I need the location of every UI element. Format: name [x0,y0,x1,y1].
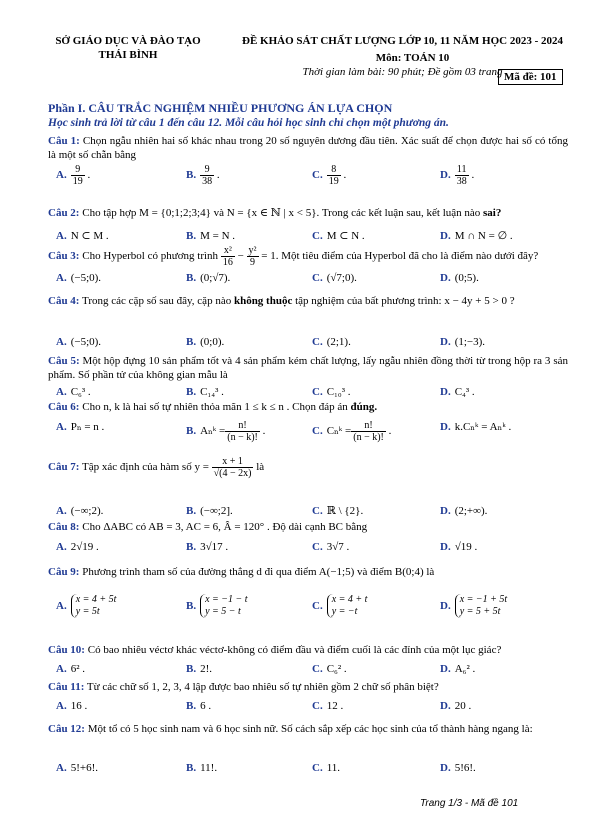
option-letter: A. [56,541,67,553]
option-11-a[interactable] [56,699,87,713]
option-letter: C. [312,762,323,774]
option-7-d[interactable] [440,504,487,518]
option-1-c[interactable]: C. $\frac{8}{19}$ . [312,164,347,187]
option-8-a[interactable] [56,540,99,554]
option-letter: D. [440,336,451,348]
option-1-a[interactable]: A. $\frac{9}{19}$ . [56,164,91,187]
option-11-d[interactable] [440,699,471,713]
option-letter: D. [440,169,451,182]
option-letter: A. [56,762,67,774]
option-frac-den: (n − k)! [353,432,384,443]
page-footer: Trang 1/3 - Mã đề 101 [420,798,519,809]
option-frac-den: (n − k)! [227,432,258,443]
option-letter: C. [312,541,323,553]
option-8-d[interactable] [440,540,477,554]
question-text: Chọn ngẫu nhiên hai số khác nhau trong 20 số nguyên dương đầu tiên. Xác suất để chọn được hai số có tổng là một số chẵn bằng [48,135,568,161]
option-10-a[interactable] [56,662,85,676]
question-number: Câu 11: [48,681,85,693]
option-letter: C. [312,169,323,182]
function-frac-den: √(4 − 2x) [213,468,252,479]
option-11-b[interactable] [186,699,211,713]
question-bold: đúng. [350,401,378,413]
question-text: Trong các cặp số sau đây, cặp nào [79,295,234,307]
hyperbol-frac-x-num: x² [221,245,235,257]
question-11 [48,680,568,694]
question-number: Câu 2: [48,207,80,219]
option-frac-num: n! [351,420,386,432]
question-text: Cho Hyperbol có phương trình [79,250,219,263]
hyperbol-frac-y [247,245,259,268]
question-number: Câu 8: [48,521,80,533]
option-letter: C. [312,599,323,612]
option-letter: A. [56,230,67,242]
option-letter: C. [312,425,323,438]
option-5-b[interactable] [186,385,224,399]
option-letter: A. [56,599,67,612]
part-title: Phần I. CÂU TRẮC NGHIỆM NHIỀU PHƯƠNG ÁN LỰA CHỌN [48,101,393,115]
option-letter: A. [56,386,67,398]
option-frac-den: 19 [328,176,339,187]
option-text: 5!+6!. [70,762,98,774]
option-system-eq2: y = 5t [75,606,100,617]
option-frac [71,164,85,187]
option-letter: B. [186,541,197,553]
option-system [455,594,507,618]
equals-one: = 1 [258,250,276,263]
option-letter: A. [56,421,67,433]
option-text: 16 . [70,700,88,712]
option-system-eq1: x = −1 − t [205,594,248,605]
question-number: Câu 10: [48,644,85,656]
option-8-b[interactable] [186,540,228,554]
option-2-b[interactable] [186,229,235,243]
option-text: (−5;0). [70,336,102,348]
option-3-c[interactable] [312,271,357,285]
question-bold: sai? [483,207,502,219]
question-text-2: . Một tiêu điểm của Hyperbol đã cho là điểm nào dưới đây? [275,250,539,263]
option-text: C₁₀³ . [326,386,351,398]
option-letter: D. [440,599,451,612]
option-text: C₁₄³ . [200,386,224,398]
option-letter: D. [440,230,451,242]
option-2-c[interactable] [312,229,365,243]
option-letter: C. [312,230,323,242]
option-letter: A. [56,169,67,182]
option-frac-num: 11 [455,164,469,176]
option-frac-den: 38 [202,176,213,187]
option-text: (0;5). [454,272,479,284]
option-7-a[interactable] [56,504,103,518]
option-text: (−∞;2). [70,505,104,517]
option-6-b[interactable]: B. Aₙᵏ = $\frac{n!}{(n - k)!}$ . [186,420,266,443]
option-letter: B. [186,505,197,517]
option-letter: D. [440,421,451,433]
option-letter: A. [56,700,67,712]
option-letter: C. [312,505,323,517]
option-system-eq2: y = 5 + 5t [459,606,501,617]
question-number: Câu 9: [48,566,80,578]
question-1 [48,134,568,162]
option-system-eq2: y = 5 − t [205,606,241,617]
option-2-a[interactable] [56,229,109,243]
option-10-b[interactable] [186,662,212,676]
option-frac [327,164,341,187]
option-letter: A. [56,505,67,517]
hyperbol-frac-x-den: 16 [222,257,233,268]
option-7-c[interactable] [312,504,363,518]
option-4-a[interactable] [56,335,101,349]
question-number: Câu 4: [48,295,80,307]
option-text: 12 . [326,700,344,712]
question-number: Câu 6: [48,401,80,413]
option-text: 11!. [200,762,218,774]
question-text: Cho n, k là hai số tự nhiên thỏa mãn 1 ≤ k ≤ n . Chọn đáp án [79,401,351,413]
option-text: Cₙᵏ = [326,425,352,438]
option-9-c[interactable] [312,594,367,618]
function-frac-num: x + 1 [212,456,254,468]
function-frac [212,456,254,479]
option-12-d[interactable] [440,761,476,775]
question-8 [48,520,568,534]
question-text: Có bao nhiêu véctơ khác véctơ-không có điểm đầu và điểm cuối là các đỉnh của một lục giác? [84,644,502,656]
option-frac-den: 19 [72,176,83,187]
header-department [28,34,228,62]
option-letter: C. [312,663,323,675]
option-5-d[interactable] [440,385,475,399]
department-line1: SỞ GIÁO DỤC VÀ ĐÀO TẠO [55,35,201,47]
option-6-d[interactable] [440,420,511,434]
option-text: 2!. [200,663,213,675]
option-text: √19 . [454,541,478,553]
option-letter: B. [186,762,197,774]
option-text: A₆² . [454,663,476,675]
option-text: (1;−3). [454,336,486,348]
option-1-b[interactable]: B. $\frac{9}{38}$ . [186,164,220,187]
option-frac [351,420,386,443]
option-6-a[interactable] [56,420,104,434]
option-4-c[interactable] [312,335,351,349]
option-text: M ⊂ N . [326,230,365,242]
option-letter: D. [440,700,451,712]
option-letter: A. [56,272,67,284]
option-text: (−∞;2]. [200,505,233,517]
question-text-2: là [253,461,265,474]
option-5-c[interactable] [312,385,351,399]
option-text: C₄³ . [454,386,475,398]
option-letter: B. [186,336,197,348]
option-4-b[interactable] [186,335,224,349]
part-intro: Học sinh trả lời từ câu 1 đến câu 12. Mỗi câu hỏi học sinh chỉ chọn một phương án. [48,117,449,129]
option-10-d[interactable] [440,662,475,676]
option-text: (0;0). [200,336,225,348]
option-text: 11. [326,762,341,774]
question-text: Cho ΔABC có AB = 3, AC = 6, Â = 120° . Độ dài cạnh BC bằng [79,521,368,533]
option-9-b[interactable] [186,594,248,618]
option-text: (0;√7). [200,272,231,284]
option-9-a[interactable] [56,594,116,618]
option-letter: B. [186,663,197,675]
question-10 [48,643,568,657]
option-letter: D. [440,272,451,284]
hyperbol-frac-y-num: y² [248,245,257,256]
hyperbol-frac-y-den: 9 [250,257,256,268]
option-text: (2;1). [326,336,351,348]
option-text: Pₙ = n . [70,421,105,433]
question-7 [48,456,568,479]
option-letter: C. [312,700,323,712]
exam-title: ĐỀ KHẢO SÁT CHẤT LƯỢNG LỚP 10, 11 NĂM HỌC 2023 - 2024 [242,35,563,47]
option-frac [225,420,260,443]
option-system [327,594,368,618]
option-system-eq2: y = −t [331,606,358,617]
option-12-a[interactable] [56,761,98,775]
option-4-d[interactable] [440,335,485,349]
option-frac-den: 38 [456,176,467,187]
option-letter: D. [440,386,451,398]
option-letter: D. [440,762,451,774]
question-9 [48,565,568,579]
option-system [71,594,117,618]
option-text: C₆² . [326,663,347,675]
option-text: (2;+∞). [454,505,488,517]
question-number: Câu 5: [48,355,80,367]
function-y: y = [191,461,212,474]
option-8-c[interactable] [312,540,349,554]
option-text: 3√7 . [326,541,350,553]
option-7-b[interactable] [186,504,233,518]
option-text: Aₙᵏ = [200,425,226,438]
option-6-c[interactable]: C. Cₙᵏ = $\frac{n!}{(n - k)!}$ . [312,420,392,443]
option-text: ℝ \ {2}. [326,505,364,517]
question-2 [48,206,568,220]
exam-time: Thời gian làm bài: 90 phút; Đề gồm 03 trang [302,66,503,78]
option-text: 5!6!. [454,762,476,774]
question-text: Tập xác định của hàm số [79,461,192,474]
question-6 [48,400,568,414]
option-frac-num: 9 [200,164,214,176]
question-text: Một tổ có 5 học sinh nam và 6 học sinh nữ. Số cách sắp xếp các học sinh của tổ thành hàng ngang là: [84,723,533,735]
option-frac [200,164,214,187]
option-text: 6 . [200,700,212,712]
question-bold: không thuộc [233,295,293,307]
question-text: Cho tập hợp M = {0;1;2;3;4} và N = {x ∈ ℕ | x < 5}. Trong các kết luận sau, kết luận nào [79,207,484,219]
question-number: Câu 3: [48,250,80,263]
option-frac-num: 9 [71,164,85,176]
option-frac-num: 8 [327,164,341,176]
option-frac [455,164,469,187]
question-number: Câu 12: [48,723,85,735]
question-text: Một hộp đựng 10 sản phẩm tốt và 4 sản phẩm kém chất lượng, lấy ngẫu nhiên đồng thời từ trong hộp ra 3 sản phẩm. Số phần tử của không gian mẫu là [48,355,568,381]
option-text: (−5;0). [70,272,102,284]
option-3-a[interactable] [56,271,101,285]
option-letter: B. [186,386,197,398]
question-text: Từ các chữ số 1, 2, 3, 4 lập được bao nhiêu số tự nhiên gồm 2 chữ số phân biệt? [84,681,439,693]
question-text-2: tập nghiệm của bất phương trình: x − 4y + 5 > 0 ? [292,295,515,307]
option-system [200,594,247,618]
option-5-a[interactable] [56,385,91,399]
exam-code-box: Mã đề: 101 [498,69,563,85]
option-text: 6² . [70,663,86,675]
option-system-eq1: x = 4 + 5t [75,594,117,605]
option-10-c[interactable] [312,662,347,676]
option-text: 2√19 . [70,541,99,553]
option-letter: B. [186,700,197,712]
option-11-c[interactable] [312,699,343,713]
question-number: Câu 7: [48,461,80,474]
option-letter: D. [440,541,451,553]
option-text: k.Cₙᵏ = Aₙᵏ . [454,421,512,433]
option-letter: A. [56,336,67,348]
option-letter: D. [440,505,451,517]
option-letter: D. [440,663,451,675]
option-3-b[interactable] [186,271,230,285]
option-2-d[interactable] [440,229,513,243]
option-letter: B. [186,599,197,612]
option-system-eq1: x = −1 + 5t [459,594,508,605]
question-12 [48,722,568,736]
option-letter: C. [312,386,323,398]
minus-sign: − [234,250,247,263]
option-text: N ⊂ M . [70,230,109,242]
option-frac-num: n! [225,420,260,432]
option-system-eq1: x = 4 + t [331,594,368,605]
option-text: 20 . [454,700,472,712]
option-text: C₆³ . [70,386,91,398]
question-text: Phương trình tham số của đường thẳng d đi qua điểm A(−1;5) và điểm B(0;4) là [79,566,435,578]
option-letter: A. [56,663,67,675]
option-text: (√7;0). [326,272,357,284]
question-3 [48,245,568,268]
question-5 [48,354,568,382]
option-3-d[interactable] [440,271,479,285]
option-letter: B. [186,425,197,438]
question-number: Câu 1: [48,135,80,147]
hyperbol-frac-x [221,245,235,268]
department-line2: THÁI BÌNH [98,49,158,61]
option-12-c[interactable] [312,761,340,775]
option-text: 3√17 . [200,541,229,553]
option-9-d[interactable] [440,594,507,618]
option-letter: C. [312,336,323,348]
option-letter: B. [186,272,197,284]
option-12-b[interactable] [186,761,217,775]
question-4 [48,294,568,308]
option-letter: C. [312,272,323,284]
option-letter: B. [186,230,197,242]
option-1-d[interactable]: D. $\frac{11}{38}$ . [440,164,475,187]
option-letter: B. [186,169,197,182]
option-text: M = N . [200,230,236,242]
option-text: M ∩ N = ∅ . [454,230,513,242]
exam-subject: Môn: TOÁN 10 [375,52,450,64]
